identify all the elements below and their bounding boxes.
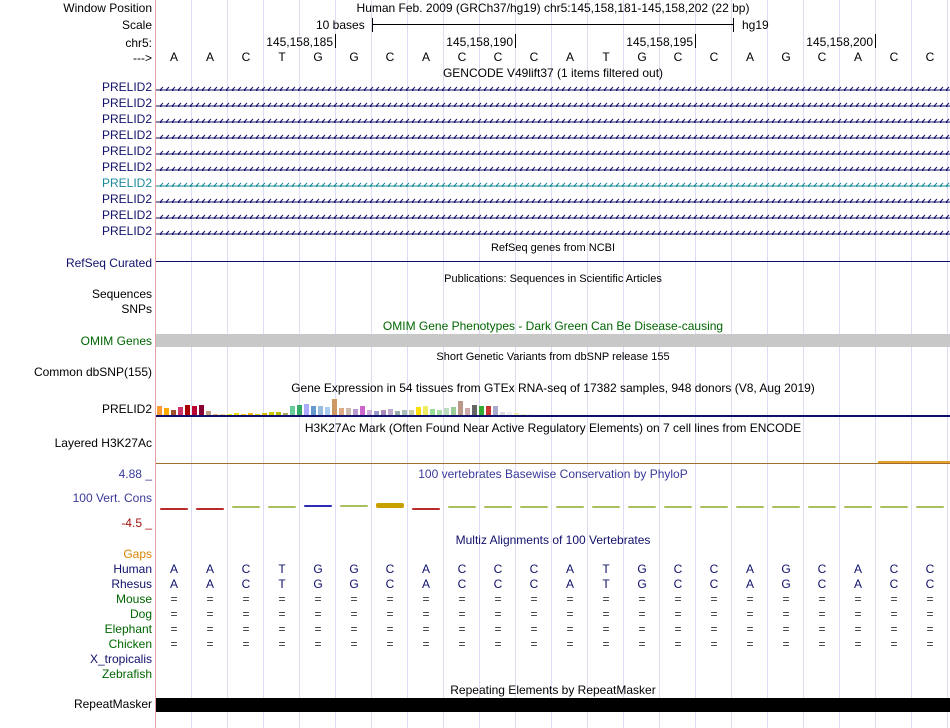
scale-db: hg19	[742, 18, 769, 32]
gtex-tissue-bar[interactable]	[458, 401, 463, 416]
alignment-base: C	[817, 577, 827, 591]
alignment-base: =	[638, 592, 646, 606]
gencode-transcript-line[interactable]	[156, 115, 950, 123]
sequence-base: G	[637, 50, 647, 64]
alignment-base: G	[637, 562, 647, 576]
phylop-title: 100 vertebrates Basewise Conservation by PhyloP	[418, 467, 688, 481]
alignment-base: =	[170, 607, 178, 621]
gencode-transcript-line[interactable]	[156, 99, 950, 107]
alignment-base: A	[565, 577, 574, 591]
sequence-base: T	[278, 50, 286, 64]
alignment-base: G	[637, 577, 647, 591]
phylop-mark	[268, 506, 296, 508]
h3k27ac-label[interactable]: Layered H3K27Ac	[54, 436, 152, 450]
alignment-base: =	[674, 622, 682, 636]
alignment-base: =	[170, 622, 178, 636]
sequence-base: A	[745, 50, 754, 64]
alignment-base: =	[242, 592, 250, 606]
alignment-base: =	[458, 607, 466, 621]
phylop-mark	[160, 508, 188, 510]
alignment-base: =	[602, 622, 610, 636]
alignment-base: =	[602, 637, 610, 651]
alignment-base: =	[350, 637, 358, 651]
refseq-label[interactable]: RefSeq Curated	[65, 256, 152, 270]
alignment-base: =	[350, 592, 358, 606]
sequence-base: C	[529, 50, 539, 64]
alignment-base: =	[278, 592, 286, 606]
alignment-base: A	[169, 577, 178, 591]
gtex-label[interactable]: PRELID2	[101, 402, 152, 416]
alignment-base: =	[206, 637, 214, 651]
alignment-base: T	[278, 562, 286, 576]
sequence-base: C	[493, 50, 503, 64]
scale-text: 10 bases	[316, 18, 365, 32]
alignment-base: A	[205, 562, 214, 576]
alignment-base: =	[206, 592, 214, 606]
gencode-transcript-line[interactable]	[156, 211, 950, 219]
gencode-transcript-line[interactable]	[156, 131, 950, 139]
species-label[interactable]: Rhesus	[111, 577, 152, 591]
alignment-base: =	[674, 607, 682, 621]
gencode-title: GENCODE V49lift37 (1 items filtered out)	[442, 66, 664, 80]
alignment-base: C	[529, 577, 539, 591]
alignment-base: =	[566, 622, 574, 636]
phylop-mark	[664, 506, 692, 508]
alignment-base: =	[314, 607, 322, 621]
species-label[interactable]: Elephant	[104, 622, 152, 636]
sequence-base: A	[205, 50, 214, 64]
alignment-base: =	[746, 592, 754, 606]
alignment-base: =	[638, 637, 646, 651]
alignment-base: =	[926, 637, 934, 651]
species-label[interactable]: Mouse	[115, 592, 152, 606]
phylop-mark	[772, 506, 800, 508]
ruler-position-label: 145,158,200	[806, 35, 873, 49]
scale-tick-left	[372, 18, 373, 32]
alignment-base: =	[530, 592, 538, 606]
alignment-base: A	[565, 562, 574, 576]
phylop-mark	[556, 506, 584, 508]
alignment-base: =	[890, 622, 898, 636]
alignment-base: C	[385, 577, 395, 591]
sequence-base: C	[889, 50, 899, 64]
h3k27ac-signal	[878, 461, 950, 463]
alignment-base: =	[494, 592, 502, 606]
alignment-base: =	[530, 637, 538, 651]
species-label[interactable]: Zebrafish	[101, 667, 152, 681]
alignment-base: =	[638, 607, 646, 621]
phylop-mark	[520, 506, 548, 508]
alignment-base: =	[710, 622, 718, 636]
omim-bar[interactable]	[156, 334, 950, 347]
alignment-base: C	[493, 562, 503, 576]
alignment-base: T	[278, 577, 286, 591]
gtex-title: Gene Expression in 54 tissues from GTEx RNA-seq of 17382 samples, 948 donors (V8, Aug 2019)	[291, 381, 815, 395]
alignment-base: =	[494, 607, 502, 621]
alignment-base: =	[494, 637, 502, 651]
alignment-base: =	[170, 637, 178, 651]
sequence-base: A	[565, 50, 574, 64]
alignment-base: T	[602, 562, 610, 576]
gtex-expression-bars[interactable]	[156, 396, 950, 416]
h3k27ac-baseline	[156, 463, 950, 464]
phylop-label[interactable]: 100 Vert. Cons	[72, 491, 152, 505]
alignment-base: C	[457, 562, 467, 576]
alignment-base: C	[673, 562, 683, 576]
phylop-mark	[880, 506, 908, 508]
alignment-base: A	[745, 577, 754, 591]
alignment-base: =	[854, 592, 862, 606]
sequence-base: C	[709, 50, 719, 64]
sequence-base: G	[313, 50, 323, 64]
gencode-transcript-label[interactable]: PRELID2	[101, 176, 152, 190]
alignment-base: =	[170, 592, 178, 606]
alignment-base: =	[530, 607, 538, 621]
repeatmasker-label[interactable]: RepeatMasker	[73, 697, 152, 711]
omim-title: OMIM Gene Phenotypes - Dark Green Can Be Disease-causing	[382, 319, 724, 333]
sequence-base: C	[457, 50, 467, 64]
scale-label: Scale	[121, 18, 152, 32]
alignment-base: =	[710, 607, 718, 621]
sequence-base: C	[673, 50, 683, 64]
publications-title: Publications: Sequences in Scientific Articles	[444, 273, 662, 285]
repeatmasker-bar[interactable]	[156, 698, 950, 712]
sequence-base: A	[169, 50, 178, 64]
sequence-base: A	[853, 50, 862, 64]
gencode-transcript-label[interactable]: PRELID2	[101, 144, 152, 158]
alignment-base: =	[926, 622, 934, 636]
species-label[interactable]: X_tropicalis	[89, 652, 152, 666]
alignment-base: =	[386, 607, 394, 621]
alignment-base: T	[602, 577, 610, 591]
alignment-base: =	[746, 607, 754, 621]
phylop-mark	[700, 506, 728, 508]
alignment-base: =	[782, 607, 790, 621]
gencode-transcript-line[interactable]	[156, 163, 950, 171]
alignment-base: G	[349, 562, 359, 576]
gtex-tissue-bar[interactable]	[332, 399, 337, 416]
alignment-base: =	[854, 607, 862, 621]
alignment-base: =	[386, 637, 394, 651]
alignment-base: G	[313, 577, 323, 591]
alignment-base: G	[781, 577, 791, 591]
alignment-base: A	[205, 577, 214, 591]
phylop-mark	[628, 506, 656, 508]
alignment-base: C	[925, 577, 935, 591]
alignment-base: =	[746, 637, 754, 651]
alignment-base: =	[278, 607, 286, 621]
species-label[interactable]: Chicken	[108, 637, 152, 651]
phylop-mark	[412, 508, 440, 510]
species-label[interactable]: Human	[113, 562, 152, 576]
alignment-base: =	[206, 607, 214, 621]
alignment-base: =	[422, 637, 430, 651]
alignment-base: C	[817, 562, 827, 576]
gencode-transcript-label[interactable]: PRELID2	[101, 224, 152, 238]
alignment-base: =	[422, 607, 430, 621]
alignment-base: =	[458, 622, 466, 636]
ruler-tick	[875, 34, 876, 48]
scale-line	[372, 24, 734, 25]
h3k27ac-title: H3K27Ac Mark (Often Found Near Active Regulatory Elements) on 7 cell lines from ENCODE	[304, 421, 802, 435]
alignment-base: =	[890, 592, 898, 606]
gencode-transcript-label[interactable]: PRELID2	[101, 160, 152, 174]
alignment-base: =	[278, 622, 286, 636]
phylop-mark	[736, 506, 764, 508]
window-position-label: Window Position	[63, 1, 152, 15]
alignment-base: =	[350, 607, 358, 621]
ruler-tick	[515, 34, 516, 48]
sequences-label[interactable]: Sequences	[91, 287, 152, 301]
alignment-base: =	[530, 622, 538, 636]
alignment-base: =	[242, 637, 250, 651]
sequence-base: C	[241, 50, 251, 64]
alignment-base: =	[710, 592, 718, 606]
ruler-tick	[695, 34, 696, 48]
alignment-base: G	[313, 562, 323, 576]
alignment-base: =	[782, 622, 790, 636]
alignment-base: C	[889, 577, 899, 591]
gtex-gene-line	[156, 415, 950, 417]
species-label[interactable]: Dog	[129, 607, 152, 621]
sequence-base: C	[385, 50, 395, 64]
alignment-base: =	[782, 592, 790, 606]
phylop-mark	[844, 506, 872, 508]
alignment-base: =	[494, 622, 502, 636]
alignment-base: C	[529, 562, 539, 576]
alignment-base: =	[206, 622, 214, 636]
track-label-panel	[0, 0, 156, 728]
snps-label[interactable]: SNPs	[121, 302, 152, 316]
chrom-label: chr5:	[125, 36, 152, 50]
alignment-base: =	[710, 637, 718, 651]
alignment-base: =	[350, 622, 358, 636]
alignment-base: =	[818, 622, 826, 636]
alignment-base: C	[925, 562, 935, 576]
sequence-base: G	[349, 50, 359, 64]
refseq-gene-line[interactable]	[156, 261, 950, 262]
phylop-mark	[304, 505, 332, 507]
sequence-base: C	[925, 50, 935, 64]
alignment-base: G	[781, 562, 791, 576]
dbsnp-title: Short Genetic Variants from dbSNP release 155	[436, 351, 670, 363]
strand-label: --->	[133, 51, 152, 65]
alignment-base: C	[241, 577, 251, 591]
sequence-base: T	[602, 50, 610, 64]
track-data-panel[interactable]	[156, 0, 950, 728]
phylop-min-label: -4.5 _	[121, 516, 152, 530]
gencode-transcript-line[interactable]	[156, 195, 950, 203]
alignment-base: =	[854, 637, 862, 651]
ruler-position-label: 145,158,190	[446, 35, 513, 49]
phylop-mark	[448, 506, 476, 508]
gencode-transcript-line[interactable]	[156, 227, 950, 235]
alignment-base: =	[890, 637, 898, 651]
alignment-base: =	[746, 622, 754, 636]
phylop-mark	[808, 506, 836, 508]
alignment-base: =	[602, 607, 610, 621]
gencode-transcript-line[interactable]	[156, 83, 950, 91]
alignment-base: G	[349, 577, 359, 591]
ruler-position-label: 145,158,195	[626, 35, 693, 49]
alignment-base: =	[314, 592, 322, 606]
alignment-base: =	[242, 622, 250, 636]
alignment-base: =	[314, 637, 322, 651]
phylop-mark	[916, 506, 944, 508]
alignment-base: =	[386, 622, 394, 636]
alignment-base: =	[926, 592, 934, 606]
phylop-max-label: 4.88 _	[118, 467, 152, 481]
alignment-base: =	[818, 592, 826, 606]
alignment-base: C	[889, 562, 899, 576]
alignment-base: C	[673, 577, 683, 591]
alignment-base: =	[458, 637, 466, 651]
phylop-mark	[340, 505, 368, 507]
gencode-transcript-label[interactable]: PRELID2	[101, 112, 152, 126]
refseq-title: RefSeq genes from NCBI	[490, 242, 616, 254]
alignment-base: =	[566, 607, 574, 621]
alignment-base: C	[709, 577, 719, 591]
alignment-base: A	[421, 577, 430, 591]
alignment-base: C	[709, 562, 719, 576]
alignment-base: =	[566, 637, 574, 651]
alignment-base: =	[818, 637, 826, 651]
gencode-transcript-label[interactable]: PRELID2	[101, 208, 152, 222]
alignment-base: =	[566, 592, 574, 606]
alignment-base: =	[278, 637, 286, 651]
omim-label[interactable]: OMIM Genes	[80, 334, 152, 348]
phylop-mark	[232, 506, 260, 508]
gencode-transcript-label[interactable]: PRELID2	[101, 128, 152, 142]
sequence-base: C	[817, 50, 827, 64]
alignment-base: A	[853, 577, 862, 591]
phylop-mark	[196, 508, 224, 510]
alignment-base: =	[242, 607, 250, 621]
alignment-base: A	[421, 562, 430, 576]
alignment-base: C	[241, 562, 251, 576]
gencode-transcript-label[interactable]: PRELID2	[101, 192, 152, 206]
multiz-title: Multiz Alignments of 100 Vertebrates	[455, 533, 651, 547]
alignment-base: A	[169, 562, 178, 576]
alignment-base: C	[385, 562, 395, 576]
alignment-base: =	[674, 592, 682, 606]
gaps-label: Gaps	[123, 547, 152, 561]
ruler-position-label: 145,158,185	[266, 35, 333, 49]
sequence-base: A	[421, 50, 430, 64]
alignment-base: =	[674, 637, 682, 651]
alignment-base: =	[386, 592, 394, 606]
alignment-base: =	[422, 622, 430, 636]
gencode-transcript-line[interactable]	[156, 147, 950, 155]
gencode-transcript-line[interactable]	[156, 179, 950, 187]
alignment-base: =	[422, 592, 430, 606]
sequence-base: G	[781, 50, 791, 64]
phylop-mark	[592, 506, 620, 508]
repeatmasker-title: Repeating Elements by RepeatMasker	[450, 683, 656, 697]
ruler-tick	[335, 34, 336, 48]
scale-tick-right	[733, 18, 734, 32]
alignment-base: =	[638, 622, 646, 636]
alignment-base: =	[854, 622, 862, 636]
gencode-transcript-label[interactable]: PRELID2	[101, 96, 152, 110]
alignment-base: A	[853, 562, 862, 576]
alignment-base: =	[782, 637, 790, 651]
gencode-transcript-label[interactable]: PRELID2	[101, 80, 152, 94]
alignment-base: =	[314, 622, 322, 636]
alignment-base: =	[458, 592, 466, 606]
alignment-base: A	[745, 562, 754, 576]
dbsnp-label[interactable]: Common dbSNP(155)	[33, 365, 152, 379]
phylop-mark	[376, 503, 404, 508]
phylop-mark	[484, 506, 512, 508]
assembly-position-text: Human Feb. 2009 (GRCh37/hg19) chr5:145,158,181-145,158,202 (22 bp)	[356, 1, 750, 15]
alignment-base: =	[890, 607, 898, 621]
alignment-base: =	[926, 607, 934, 621]
alignment-base: C	[493, 577, 503, 591]
alignment-base: =	[818, 607, 826, 621]
alignment-base: =	[602, 592, 610, 606]
alignment-base: C	[457, 577, 467, 591]
